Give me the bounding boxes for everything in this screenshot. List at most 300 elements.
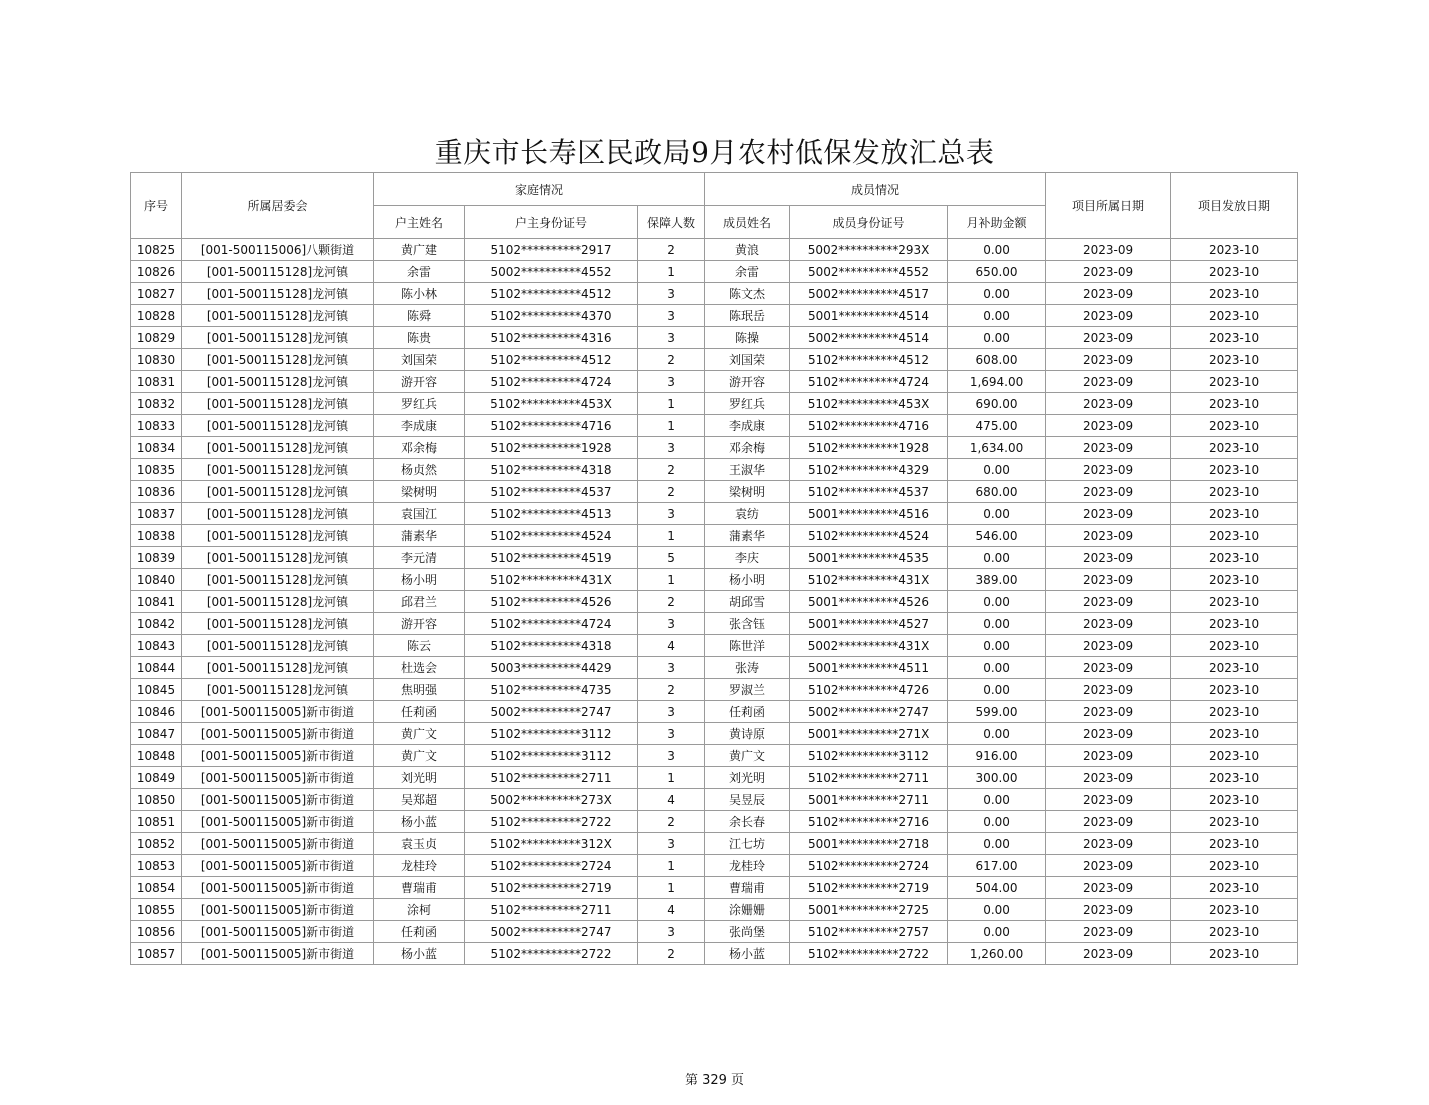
cell-committee: [001-500115128]龙河镇 [182, 305, 374, 327]
cell-count: 3 [638, 723, 705, 745]
table-row [131, 415, 1298, 437]
cell-amount: 0.00 [948, 811, 1046, 833]
cell-member-name: 余长春 [705, 811, 790, 833]
cell-release-date: 2023-10 [1171, 789, 1298, 811]
cell-head-name: 焦明强 [374, 679, 465, 701]
cell-count: 3 [638, 921, 705, 943]
cell-member-id: 5001**********4511 [790, 657, 948, 679]
table-row [131, 569, 1298, 591]
cell-seq: 10842 [131, 613, 182, 635]
cell-head-name: 刘国荣 [374, 349, 465, 371]
cell-member-name: 刘国荣 [705, 349, 790, 371]
cell-release-date: 2023-10 [1171, 415, 1298, 437]
cell-member-name: 刘光明 [705, 767, 790, 789]
header-member-group: 成员情况 [705, 173, 1046, 206]
cell-member-name: 江七坊 [705, 833, 790, 855]
cell-amount: 617.00 [948, 855, 1046, 877]
cell-amount: 475.00 [948, 415, 1046, 437]
cell-head-id: 5102**********3112 [465, 745, 638, 767]
cell-head-name: 罗红兵 [374, 393, 465, 415]
header-project-date: 项目所属日期 [1046, 173, 1171, 239]
header-seq: 序号 [131, 173, 182, 239]
cell-seq: 10841 [131, 591, 182, 613]
cell-project-date: 2023-09 [1046, 371, 1171, 393]
cell-release-date: 2023-10 [1171, 745, 1298, 767]
cell-seq: 10831 [131, 371, 182, 393]
table-row [131, 657, 1298, 679]
cell-count: 2 [638, 591, 705, 613]
cell-count: 3 [638, 833, 705, 855]
cell-member-name: 张含钰 [705, 613, 790, 635]
cell-head-name: 刘光明 [374, 767, 465, 789]
cell-project-date: 2023-09 [1046, 547, 1171, 569]
cell-project-date: 2023-09 [1046, 239, 1171, 261]
cell-release-date: 2023-10 [1171, 481, 1298, 503]
header-committee: 所属居委会 [182, 173, 374, 239]
table-row [131, 327, 1298, 349]
cell-head-name: 杜选会 [374, 657, 465, 679]
cell-count: 2 [638, 811, 705, 833]
cell-member-name: 胡邱雪 [705, 591, 790, 613]
cell-head-id: 5102**********2722 [465, 943, 638, 965]
cell-project-date: 2023-09 [1046, 349, 1171, 371]
cell-project-date: 2023-09 [1046, 635, 1171, 657]
cell-member-name: 杨小明 [705, 569, 790, 591]
cell-seq: 10839 [131, 547, 182, 569]
cell-amount: 0.00 [948, 789, 1046, 811]
table-row [131, 591, 1298, 613]
cell-amount: 0.00 [948, 921, 1046, 943]
cell-seq: 10854 [131, 877, 182, 899]
cell-member-id: 5001**********2718 [790, 833, 948, 855]
cell-member-id: 5102**********2711 [790, 767, 948, 789]
cell-amount: 650.00 [948, 261, 1046, 283]
cell-project-date: 2023-09 [1046, 855, 1171, 877]
cell-head-id: 5102**********2719 [465, 877, 638, 899]
cell-member-name: 张涛 [705, 657, 790, 679]
cell-committee: [001-500115005]新市街道 [182, 899, 374, 921]
cell-member-name: 陈珉岳 [705, 305, 790, 327]
cell-seq: 10856 [131, 921, 182, 943]
cell-count: 2 [638, 239, 705, 261]
cell-head-name: 黄广文 [374, 723, 465, 745]
cell-seq: 10844 [131, 657, 182, 679]
cell-committee: [001-500115005]新市街道 [182, 767, 374, 789]
table-row [131, 305, 1298, 327]
cell-project-date: 2023-09 [1046, 305, 1171, 327]
table-row [131, 525, 1298, 547]
cell-project-date: 2023-09 [1046, 327, 1171, 349]
cell-release-date: 2023-10 [1171, 591, 1298, 613]
cell-amount: 0.00 [948, 679, 1046, 701]
cell-count: 1 [638, 767, 705, 789]
cell-release-date: 2023-10 [1171, 547, 1298, 569]
cell-member-name: 李成康 [705, 415, 790, 437]
cell-member-name: 罗红兵 [705, 393, 790, 415]
cell-member-name: 王淑华 [705, 459, 790, 481]
cell-member-id: 5102**********4724 [790, 371, 948, 393]
cell-project-date: 2023-09 [1046, 525, 1171, 547]
cell-member-id: 5102**********3112 [790, 745, 948, 767]
cell-seq: 10843 [131, 635, 182, 657]
cell-project-date: 2023-09 [1046, 789, 1171, 811]
cell-member-id: 5102**********4329 [790, 459, 948, 481]
cell-committee: [001-500115005]新市街道 [182, 943, 374, 965]
cell-member-id: 5102**********1928 [790, 437, 948, 459]
cell-member-id: 5102**********4524 [790, 525, 948, 547]
cell-member-id: 5102**********4512 [790, 349, 948, 371]
cell-project-date: 2023-09 [1046, 283, 1171, 305]
cell-member-id: 5002**********293X [790, 239, 948, 261]
cell-project-date: 2023-09 [1046, 569, 1171, 591]
cell-head-id: 5102**********4524 [465, 525, 638, 547]
cell-head-name: 李成康 [374, 415, 465, 437]
cell-committee: [001-500115128]龙河镇 [182, 437, 374, 459]
cell-count: 2 [638, 349, 705, 371]
cell-head-id: 5102**********4526 [465, 591, 638, 613]
cell-release-date: 2023-10 [1171, 877, 1298, 899]
cell-project-date: 2023-09 [1046, 701, 1171, 723]
cell-count: 1 [638, 525, 705, 547]
cell-member-name: 余雷 [705, 261, 790, 283]
cell-member-name: 梁树明 [705, 481, 790, 503]
cell-amount: 1,634.00 [948, 437, 1046, 459]
cell-member-name: 李庆 [705, 547, 790, 569]
cell-committee: [001-500115006]八颗街道 [182, 239, 374, 261]
cell-amount: 389.00 [948, 569, 1046, 591]
header-amount: 月补助金额 [948, 206, 1046, 239]
cell-project-date: 2023-09 [1046, 877, 1171, 899]
cell-project-date: 2023-09 [1046, 811, 1171, 833]
cell-amount: 690.00 [948, 393, 1046, 415]
cell-head-id: 5102**********4716 [465, 415, 638, 437]
cell-head-name: 黄广文 [374, 745, 465, 767]
cell-count: 3 [638, 745, 705, 767]
cell-member-name: 杨小蓝 [705, 943, 790, 965]
cell-committee: [001-500115128]龙河镇 [182, 525, 374, 547]
cell-amount: 0.00 [948, 613, 1046, 635]
cell-member-name: 邓余梅 [705, 437, 790, 459]
cell-release-date: 2023-10 [1171, 503, 1298, 525]
cell-seq: 10827 [131, 283, 182, 305]
cell-release-date: 2023-10 [1171, 855, 1298, 877]
cell-head-id: 5102**********312X [465, 833, 638, 855]
cell-seq: 10851 [131, 811, 182, 833]
cell-member-id: 5001**********271X [790, 723, 948, 745]
cell-member-name: 黄诗原 [705, 723, 790, 745]
cell-release-date: 2023-10 [1171, 921, 1298, 943]
cell-head-id: 5102**********4724 [465, 613, 638, 635]
cell-head-id: 5102**********431X [465, 569, 638, 591]
table-row [131, 943, 1298, 965]
cell-committee: [001-500115128]龙河镇 [182, 679, 374, 701]
cell-head-name: 陈云 [374, 635, 465, 657]
cell-committee: [001-500115005]新市街道 [182, 789, 374, 811]
cell-committee: [001-500115005]新市街道 [182, 855, 374, 877]
header-member-id: 成员身份证号 [790, 206, 948, 239]
cell-member-id: 5002**********4514 [790, 327, 948, 349]
cell-member-id: 5102**********2757 [790, 921, 948, 943]
cell-seq: 10829 [131, 327, 182, 349]
cell-amount: 0.00 [948, 635, 1046, 657]
cell-head-id: 5102**********4724 [465, 371, 638, 393]
page-title: 重庆市长寿区民政局9月农村低保发放汇总表 [434, 136, 995, 169]
cell-head-id: 5002**********2747 [465, 921, 638, 943]
cell-count: 1 [638, 855, 705, 877]
cell-seq: 10845 [131, 679, 182, 701]
cell-project-date: 2023-09 [1046, 437, 1171, 459]
cell-head-name: 涂柯 [374, 899, 465, 921]
cell-release-date: 2023-10 [1171, 679, 1298, 701]
cell-amount: 608.00 [948, 349, 1046, 371]
cell-seq: 10828 [131, 305, 182, 327]
cell-seq: 10837 [131, 503, 182, 525]
cell-committee: [001-500115128]龙河镇 [182, 635, 374, 657]
cell-seq: 10848 [131, 745, 182, 767]
table-row [131, 701, 1298, 723]
cell-count: 3 [638, 701, 705, 723]
cell-head-id: 5002**********4552 [465, 261, 638, 283]
cell-head-id: 5102**********4735 [465, 679, 638, 701]
header-head-name: 户主姓名 [374, 206, 465, 239]
cell-count: 5 [638, 547, 705, 569]
cell-member-name: 黄广文 [705, 745, 790, 767]
cell-amount: 0.00 [948, 283, 1046, 305]
table-row [131, 349, 1298, 371]
cell-amount: 0.00 [948, 547, 1046, 569]
cell-release-date: 2023-10 [1171, 767, 1298, 789]
cell-head-id: 5102**********2917 [465, 239, 638, 261]
cell-head-name: 杨小明 [374, 569, 465, 591]
cell-committee: [001-500115005]新市街道 [182, 745, 374, 767]
cell-head-name: 邓余梅 [374, 437, 465, 459]
cell-release-date: 2023-10 [1171, 305, 1298, 327]
cell-amount: 0.00 [948, 591, 1046, 613]
cell-committee: [001-500115128]龙河镇 [182, 261, 374, 283]
cell-member-id: 5002**********431X [790, 635, 948, 657]
cell-project-date: 2023-09 [1046, 261, 1171, 283]
table-row [131, 679, 1298, 701]
cell-amount: 916.00 [948, 745, 1046, 767]
cell-member-name: 蒲素华 [705, 525, 790, 547]
page-number: 第 329 页 [684, 1073, 745, 1088]
table-row [131, 437, 1298, 459]
cell-head-id: 5102**********1928 [465, 437, 638, 459]
relief-summary-table [130, 172, 1298, 965]
header-count: 保障人数 [638, 206, 705, 239]
cell-committee: [001-500115005]新市街道 [182, 833, 374, 855]
header-head-id: 户主身份证号 [465, 206, 638, 239]
cell-member-name: 陈操 [705, 327, 790, 349]
cell-seq: 10826 [131, 261, 182, 283]
cell-head-name: 杨小蓝 [374, 811, 465, 833]
cell-member-id: 5001**********4535 [790, 547, 948, 569]
cell-count: 2 [638, 943, 705, 965]
cell-seq: 10849 [131, 767, 182, 789]
cell-release-date: 2023-10 [1171, 899, 1298, 921]
cell-count: 4 [638, 635, 705, 657]
cell-amount: 546.00 [948, 525, 1046, 547]
cell-project-date: 2023-09 [1046, 833, 1171, 855]
table-row [131, 261, 1298, 283]
cell-release-date: 2023-10 [1171, 371, 1298, 393]
cell-head-name: 曹瑞甫 [374, 877, 465, 899]
cell-head-name: 杨小蓝 [374, 943, 465, 965]
cell-committee: [001-500115005]新市街道 [182, 811, 374, 833]
cell-head-name: 袁玉贞 [374, 833, 465, 855]
cell-member-id: 5102**********453X [790, 393, 948, 415]
cell-member-name: 龙桂玲 [705, 855, 790, 877]
cell-release-date: 2023-10 [1171, 701, 1298, 723]
cell-member-id: 5001**********2711 [790, 789, 948, 811]
cell-release-date: 2023-10 [1171, 327, 1298, 349]
cell-project-date: 2023-09 [1046, 921, 1171, 943]
cell-member-name: 张尚堡 [705, 921, 790, 943]
table-row [131, 723, 1298, 745]
cell-count: 2 [638, 679, 705, 701]
table-row [131, 613, 1298, 635]
cell-release-date: 2023-10 [1171, 613, 1298, 635]
cell-head-id: 5102**********2724 [465, 855, 638, 877]
cell-count: 3 [638, 613, 705, 635]
cell-member-id: 5002**********4517 [790, 283, 948, 305]
cell-release-date: 2023-10 [1171, 635, 1298, 657]
cell-committee: [001-500115128]龙河镇 [182, 393, 374, 415]
cell-count: 3 [638, 327, 705, 349]
cell-head-name: 陈贵 [374, 327, 465, 349]
cell-project-date: 2023-09 [1046, 591, 1171, 613]
table-row [131, 877, 1298, 899]
cell-member-id: 5001**********2725 [790, 899, 948, 921]
table-row [131, 283, 1298, 305]
table-row [131, 393, 1298, 415]
cell-member-id: 5102**********4726 [790, 679, 948, 701]
cell-count: 3 [638, 503, 705, 525]
cell-amount: 599.00 [948, 701, 1046, 723]
cell-member-name: 任莉函 [705, 701, 790, 723]
table-row [131, 635, 1298, 657]
cell-project-date: 2023-09 [1046, 679, 1171, 701]
cell-member-id: 5102**********2722 [790, 943, 948, 965]
cell-committee: [001-500115128]龙河镇 [182, 459, 374, 481]
cell-member-id: 5002**********2747 [790, 701, 948, 723]
cell-project-date: 2023-09 [1046, 767, 1171, 789]
cell-release-date: 2023-10 [1171, 943, 1298, 965]
cell-head-id: 5102**********4316 [465, 327, 638, 349]
cell-project-date: 2023-09 [1046, 415, 1171, 437]
table-row [131, 459, 1298, 481]
cell-count: 3 [638, 371, 705, 393]
cell-seq: 10855 [131, 899, 182, 921]
cell-head-id: 5102**********2711 [465, 767, 638, 789]
cell-release-date: 2023-10 [1171, 283, 1298, 305]
cell-member-name: 黄浪 [705, 239, 790, 261]
cell-count: 3 [638, 657, 705, 679]
cell-head-id: 5002**********2747 [465, 701, 638, 723]
cell-amount: 680.00 [948, 481, 1046, 503]
cell-seq: 10835 [131, 459, 182, 481]
cell-head-name: 邱君兰 [374, 591, 465, 613]
cell-committee: [001-500115005]新市街道 [182, 877, 374, 899]
cell-release-date: 2023-10 [1171, 239, 1298, 261]
cell-release-date: 2023-10 [1171, 437, 1298, 459]
cell-head-name: 陈舜 [374, 305, 465, 327]
table-row [131, 899, 1298, 921]
cell-head-id: 5102**********4512 [465, 349, 638, 371]
cell-release-date: 2023-10 [1171, 393, 1298, 415]
cell-committee: [001-500115128]龙河镇 [182, 547, 374, 569]
cell-seq: 10825 [131, 239, 182, 261]
cell-committee: [001-500115128]龙河镇 [182, 327, 374, 349]
cell-head-id: 5102**********2711 [465, 899, 638, 921]
header-member-name: 成员姓名 [705, 206, 790, 239]
cell-head-id: 5102**********453X [465, 393, 638, 415]
cell-count: 4 [638, 899, 705, 921]
cell-amount: 0.00 [948, 459, 1046, 481]
cell-project-date: 2023-09 [1046, 393, 1171, 415]
cell-seq: 10833 [131, 415, 182, 437]
cell-amount: 504.00 [948, 877, 1046, 899]
cell-committee: [001-500115128]龙河镇 [182, 657, 374, 679]
cell-head-name: 吴郑超 [374, 789, 465, 811]
cell-member-name: 涂姗姗 [705, 899, 790, 921]
cell-seq: 10852 [131, 833, 182, 855]
cell-head-id: 5102**********4318 [465, 635, 638, 657]
table-row [131, 371, 1298, 393]
cell-count: 3 [638, 283, 705, 305]
cell-seq: 10836 [131, 481, 182, 503]
cell-release-date: 2023-10 [1171, 349, 1298, 371]
cell-count: 1 [638, 393, 705, 415]
cell-head-name: 任莉函 [374, 701, 465, 723]
cell-count: 1 [638, 877, 705, 899]
table-row [131, 767, 1298, 789]
cell-release-date: 2023-10 [1171, 723, 1298, 745]
cell-committee: [001-500115005]新市街道 [182, 921, 374, 943]
cell-count: 2 [638, 481, 705, 503]
cell-project-date: 2023-09 [1046, 481, 1171, 503]
header-family-group: 家庭情况 [374, 173, 705, 206]
cell-project-date: 2023-09 [1046, 899, 1171, 921]
cell-head-name: 游开容 [374, 613, 465, 635]
cell-release-date: 2023-10 [1171, 657, 1298, 679]
table-body [131, 239, 1298, 965]
cell-head-id: 5102**********4537 [465, 481, 638, 503]
cell-head-name: 余雷 [374, 261, 465, 283]
cell-head-name: 游开容 [374, 371, 465, 393]
cell-member-id: 5102**********2724 [790, 855, 948, 877]
cell-count: 2 [638, 459, 705, 481]
cell-member-name: 袁纺 [705, 503, 790, 525]
cell-count: 1 [638, 261, 705, 283]
cell-amount: 1,694.00 [948, 371, 1046, 393]
cell-committee: [001-500115128]龙河镇 [182, 349, 374, 371]
table-row [131, 481, 1298, 503]
cell-seq: 10834 [131, 437, 182, 459]
cell-amount: 0.00 [948, 239, 1046, 261]
cell-project-date: 2023-09 [1046, 503, 1171, 525]
cell-member-name: 陈文杰 [705, 283, 790, 305]
cell-seq: 10847 [131, 723, 182, 745]
cell-project-date: 2023-09 [1046, 459, 1171, 481]
cell-amount: 0.00 [948, 503, 1046, 525]
cell-member-id: 5001**********4516 [790, 503, 948, 525]
cell-committee: [001-500115128]龙河镇 [182, 503, 374, 525]
cell-committee: [001-500115128]龙河镇 [182, 371, 374, 393]
cell-release-date: 2023-10 [1171, 525, 1298, 547]
cell-project-date: 2023-09 [1046, 745, 1171, 767]
cell-head-id: 5102**********4519 [465, 547, 638, 569]
